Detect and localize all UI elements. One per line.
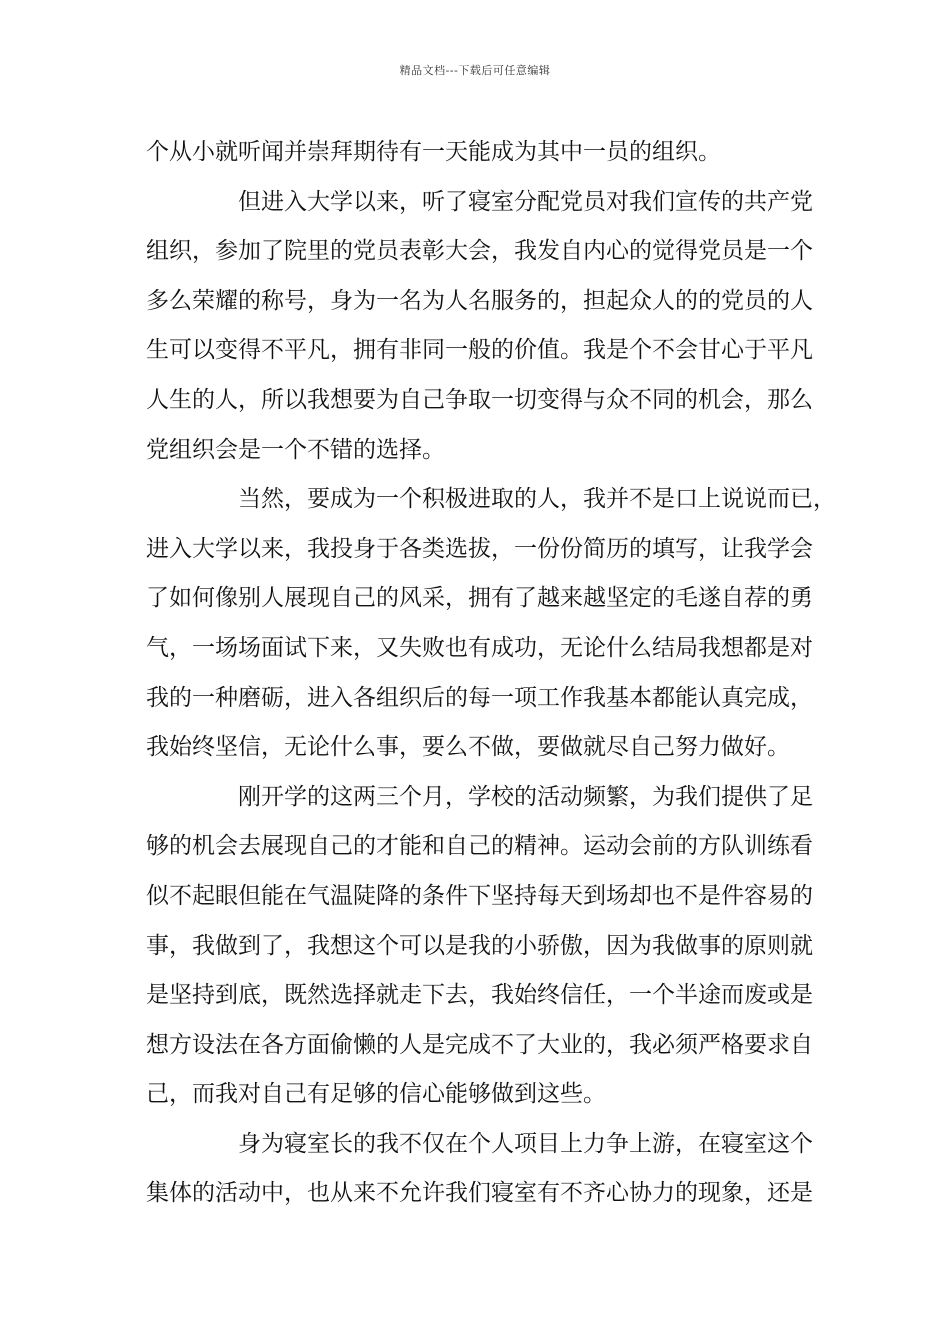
text-line: 我的一种磨砺，进入各组织后的每一项工作我基本都能认真完成， — [146, 684, 813, 711]
text-line: 己，而我对自己有足够的信心能够做到这些。 — [146, 1081, 606, 1108]
text-line: 生可以变得不平凡，拥有非同一般的价值。我是个不会甘心于平凡 — [146, 337, 813, 364]
text-line: 够的机会去展现自己的才能和自己的精神。运动会前的方队训练看 — [146, 833, 813, 860]
text-line: 集体的活动中，也从来不允许我们寝室有不齐心协力的现象，还是 — [146, 1180, 813, 1207]
text-line: 似不起眼但能在气温陡降的条件下坚持每天到场却也不是件容易的 — [146, 882, 813, 909]
text-line: 组织，参加了院里的党员表彰大会，我发自内心的觉得党员是一个 — [146, 238, 813, 265]
text-line: 是坚持到底，既然选择就走下去，我始终信任，一个半途而废或是 — [146, 982, 813, 1009]
text-line: 当然，要成为一个积极进取的人，我并不是口上说说而已， — [238, 486, 836, 513]
text-line: 气，一场场面试下来，又失败也有成功，无论什么结局我想都是对 — [146, 634, 813, 661]
document-body — [146, 128, 836, 1219]
text-line: 刚开学的这两三个月，学校的活动频繁，为我们提供了足 — [238, 783, 813, 810]
text-line: 人生的人，所以我想要为自己争取一切变得与众不同的机会，那么 — [146, 386, 813, 413]
text-line: 了如何像别人展现自己的风采，拥有了越来越坚定的毛遂自荐的勇 — [146, 585, 813, 612]
text-line: 多么荣耀的称号，身为一名为人名服务的，担起众人的的党员的人 — [146, 287, 813, 314]
text-line: 但进入大学以来，听了寝室分配党员对我们宣传的共产党 — [238, 188, 813, 215]
text-line: 进入大学以来，我投身于各类选拔，一份份简历的填写，让我学会 — [146, 535, 813, 562]
text-line: 个从小就听闻并崇拜期待有一天能成为其中一员的组织。 — [146, 139, 721, 165]
text-line: 我始终坚信，无论什么事，要么不做，要做就尽自己努力做好。 — [146, 734, 790, 761]
text-line: 身为寝室长的我不仅在个人项目上力争上游，在寝室这个 — [238, 1130, 813, 1157]
page-header: 精品文档---下载后可任意编辑 — [399, 64, 551, 77]
text-line: 想方设法在各方面偷懒的人是完成不了大业的，我必须严格要求自 — [146, 1031, 813, 1058]
text-line: 事，我做到了，我想这个可以是我的小骄傲，因为我做事的原则就 — [146, 932, 813, 959]
text-line: 党组织会是一个不错的选择。 — [146, 436, 445, 463]
